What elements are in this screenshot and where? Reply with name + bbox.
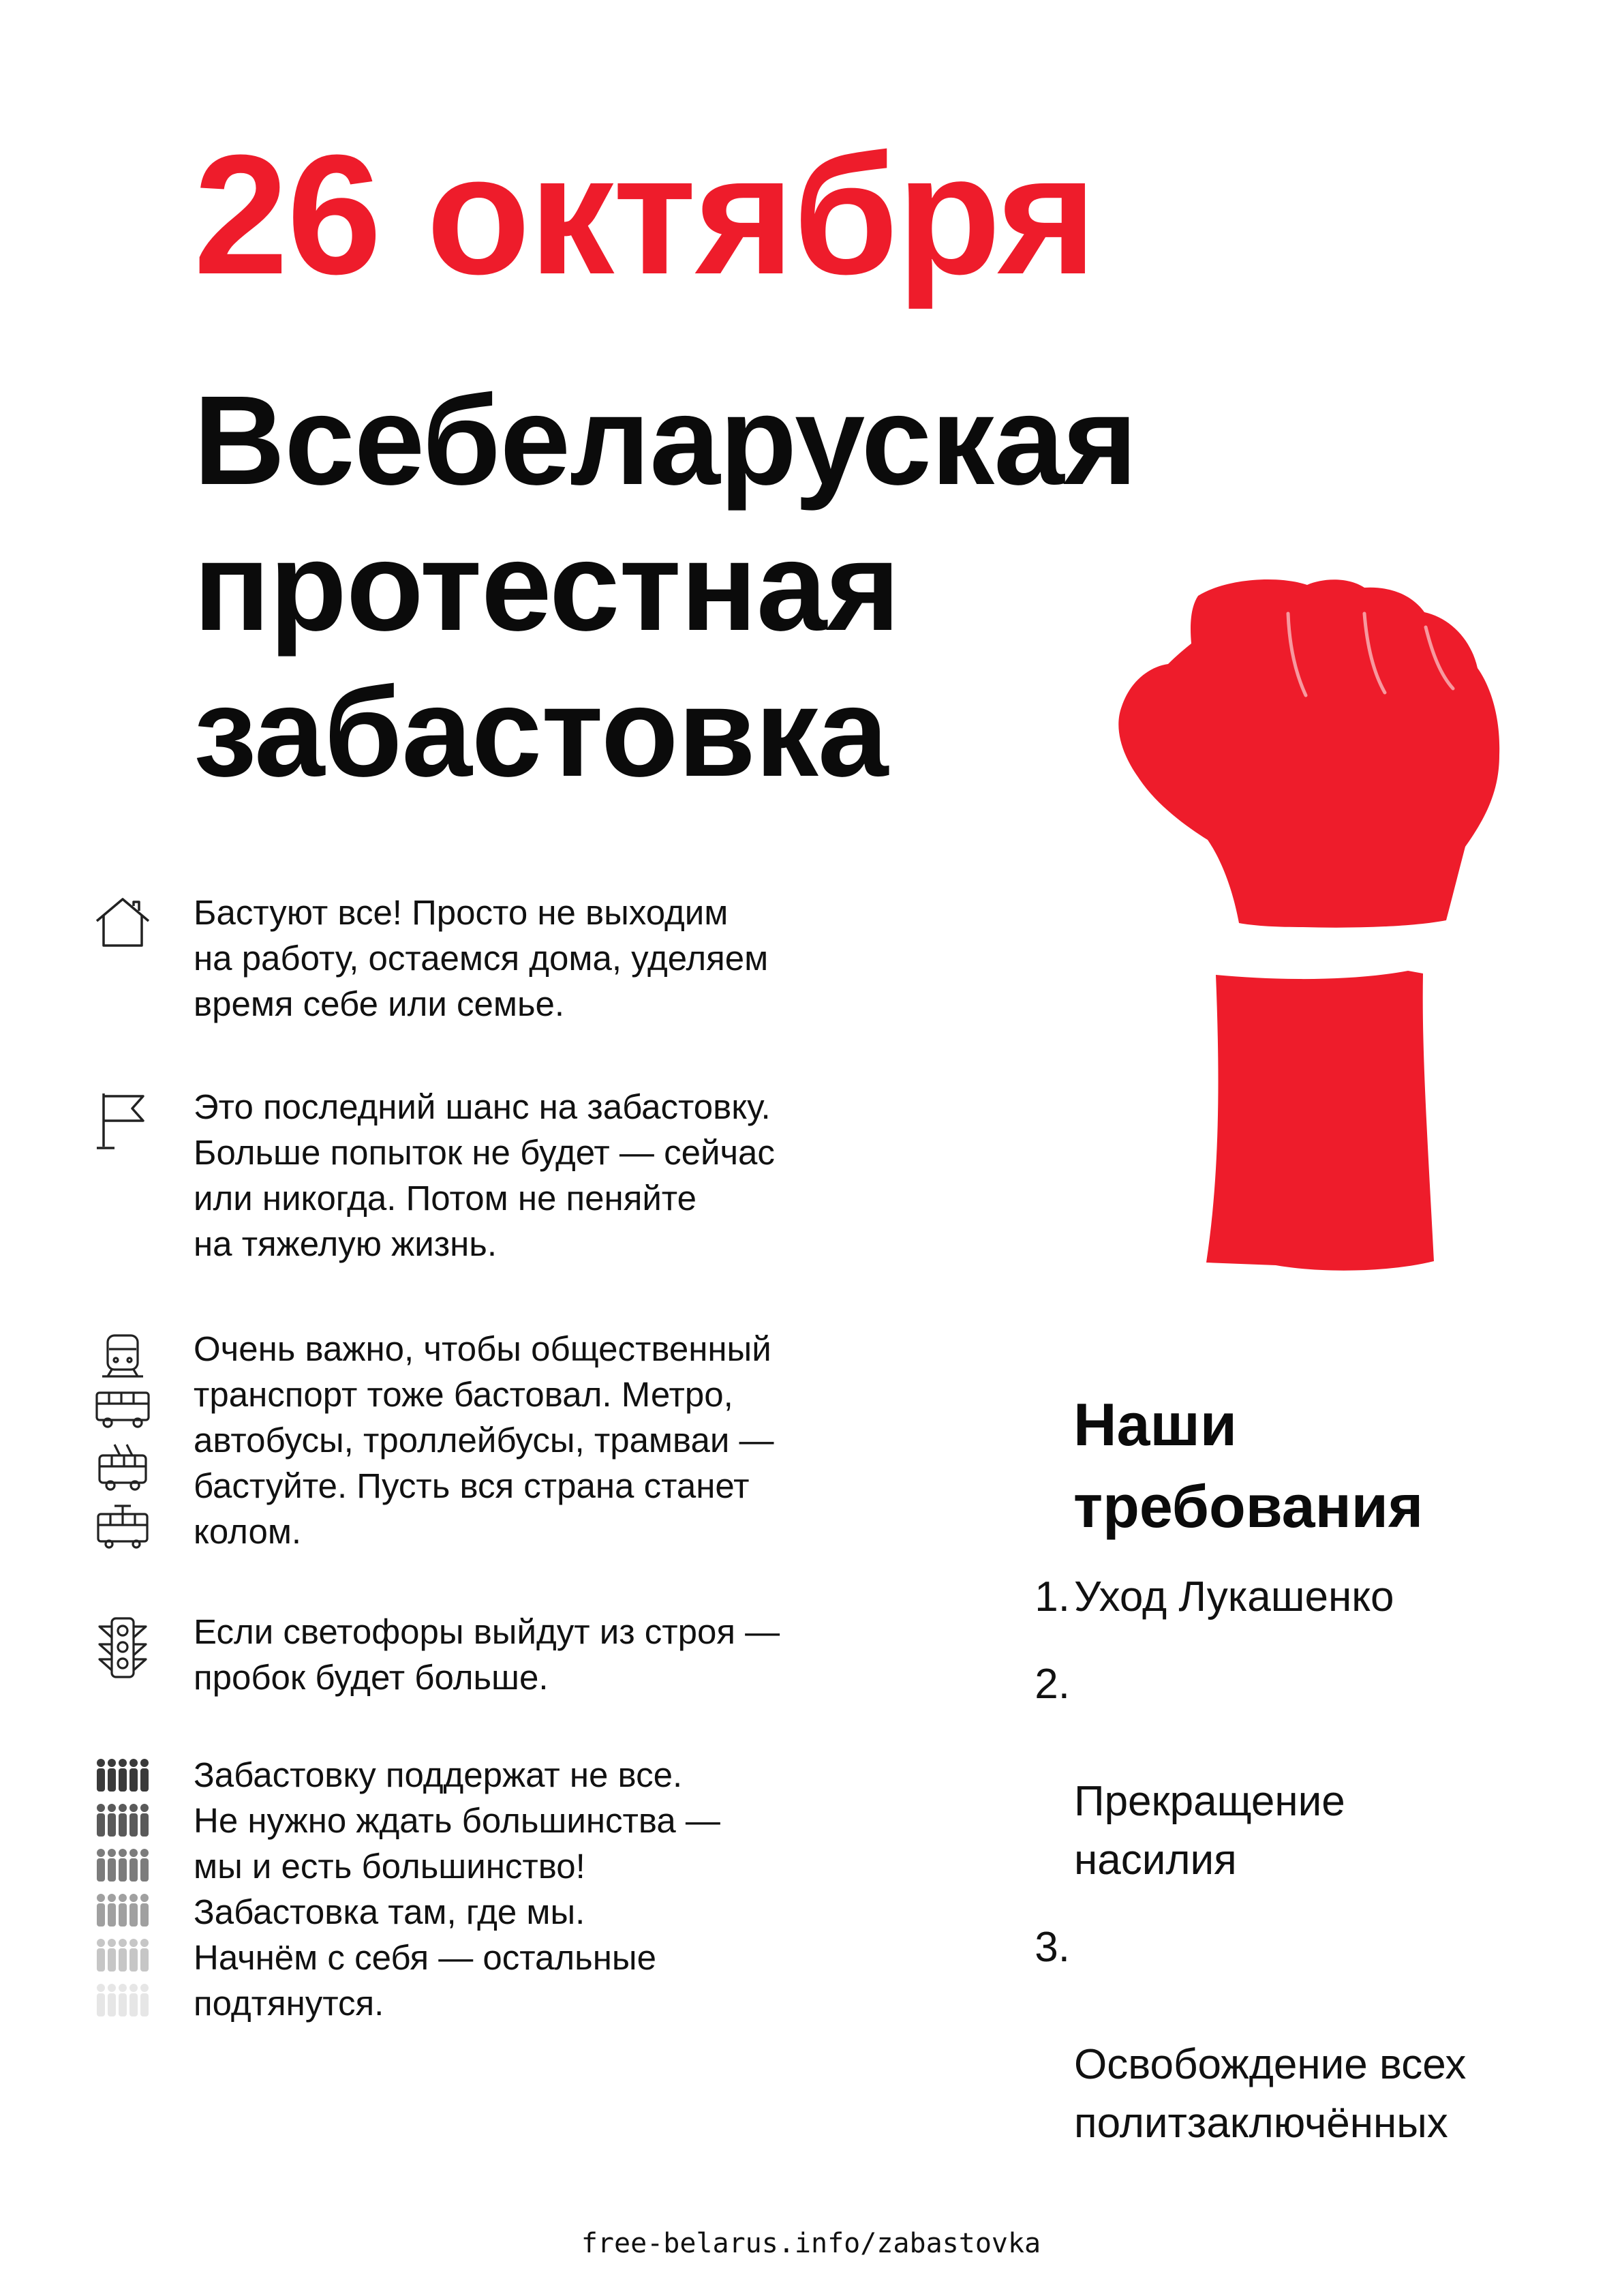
demand-number: 2. bbox=[1035, 1661, 1070, 1708]
demands-title-line: Наши bbox=[1073, 1391, 1237, 1458]
bus-icon bbox=[97, 1393, 149, 1427]
demand-item bbox=[1015, 1918, 1602, 2153]
raised-fist-icon bbox=[1118, 573, 1527, 1336]
traffic-light-icon bbox=[94, 1614, 155, 1681]
house-icon bbox=[94, 895, 155, 950]
demands-list bbox=[1015, 1568, 1602, 2181]
footer-url[interactable]: free-belarus.info/zabastovka bbox=[581, 2228, 1041, 2259]
metro-icon bbox=[102, 1335, 143, 1376]
trolleybus-icon bbox=[100, 1445, 146, 1490]
demands-title bbox=[1073, 1384, 1423, 1547]
date-heading: 26 октября bbox=[194, 119, 1096, 309]
point-text: Очень важно, чтобы общественный транспорт тоже бастовал. Метро, автобусы, троллейбусы, трамваи — бастуйте. Пусть вся страна станет колом. bbox=[194, 1329, 774, 1551]
demand-text: Прекращение насилия bbox=[1074, 1778, 1345, 1884]
crowd-icon bbox=[94, 1757, 155, 2030]
point-text: Забастовку поддержат не все. Не нужно ждать большинства — мы и есть большинство! Забастовка там, где мы. Начнём с себя — остальные подтянутся. bbox=[194, 1755, 720, 2023]
demand-number: 3. bbox=[1035, 1924, 1070, 1971]
tram-icon bbox=[98, 1506, 147, 1547]
demand-text: Освобождение всех политзаключённых bbox=[1074, 2041, 1467, 2147]
point-text: Если светофоры выйдут из строя — пробок будет больше. bbox=[194, 1612, 780, 1697]
title-line: Всебеларуская bbox=[194, 370, 1137, 511]
title-line: протестная bbox=[194, 516, 900, 657]
demand-number: 1. bbox=[1035, 1573, 1070, 1620]
point-text: Это последний шанс на забастовку. Больше попыток не будет — сейчас или никогда. Потом не пеняйте на тяжелую жизнь. bbox=[194, 1087, 775, 1263]
demand-text: Уход Лукашенко bbox=[1074, 1573, 1394, 1620]
title-line: забастовка bbox=[194, 662, 888, 803]
point-text: Бастуют все! Просто не выходим на работу, остаемся дома, уделяем время себе или семье. bbox=[194, 893, 769, 1023]
demand-item bbox=[1015, 1568, 1602, 1627]
page-title bbox=[194, 368, 1137, 806]
demands-title-line: требования bbox=[1073, 1472, 1424, 1540]
demand-item bbox=[1015, 1655, 1602, 1890]
flag-icon bbox=[94, 1089, 155, 1155]
transport-icons bbox=[94, 1331, 155, 1556]
